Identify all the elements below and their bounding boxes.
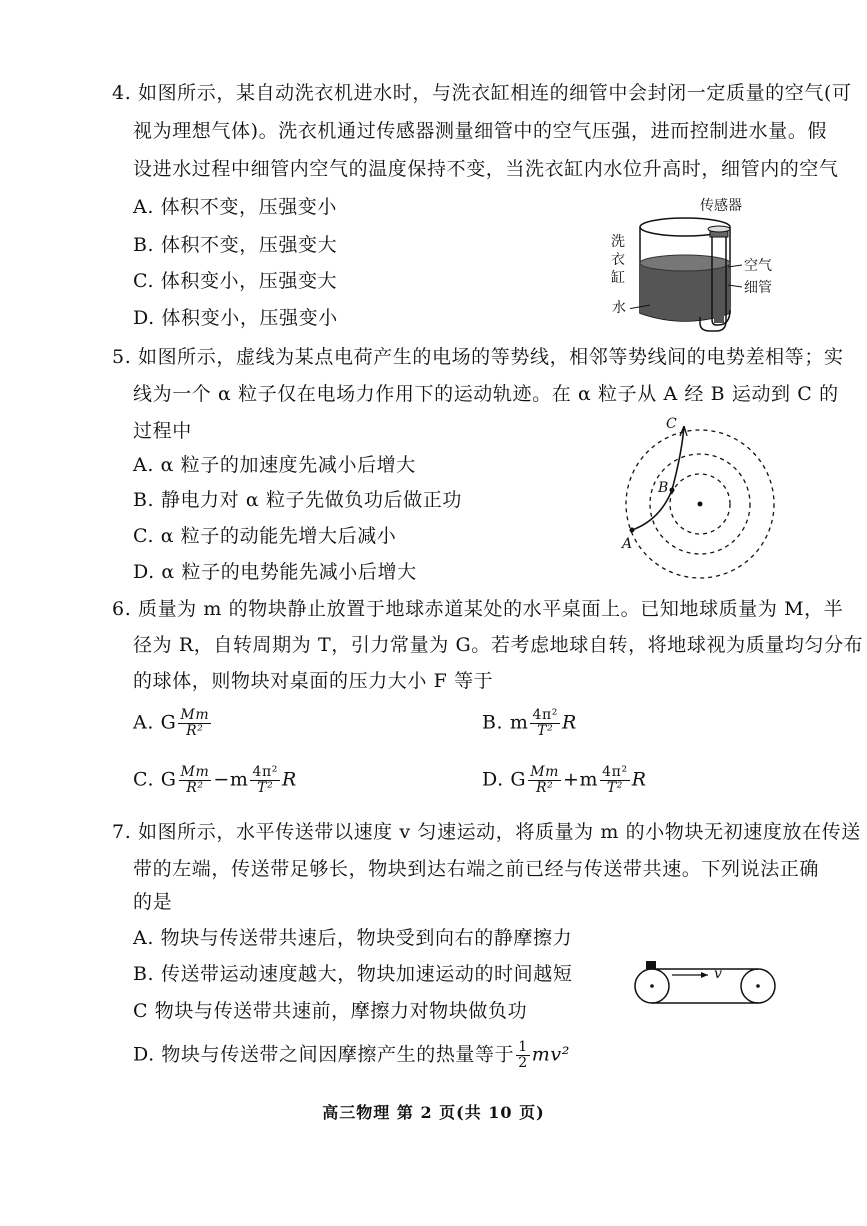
equipotential-figure (620, 412, 780, 592)
q5-stem-line-3: 过程中 (133, 420, 192, 442)
q4-option-c: C. 体积变小，压强变大 (133, 270, 338, 292)
sensor-label: 传感器 (700, 198, 742, 214)
q6-a-fraction (178, 708, 211, 739)
q7-stem-line-2: 带的左端，传送带足够长，物块到达右端之前已经与传送带共速。下列说法正确 (133, 858, 820, 880)
q6-c-num1: Mm (180, 764, 210, 780)
q7-d-tail: mv² (531, 1043, 570, 1066)
q7-d-text: D. 物块与传送带之间因摩擦产生的热量等于 (133, 1043, 515, 1066)
q6-d-fraction-2 (600, 765, 630, 796)
tub-label-2: 衣 (611, 252, 625, 268)
q6-d-mid: +m (563, 768, 599, 791)
q4-option-b: B. 体积不变，压强变大 (133, 234, 338, 256)
q6-c-fraction-1 (179, 765, 212, 796)
q6-stem-line-3: 的球体，则物块对桌面的压力大小 F 等于 (133, 670, 494, 692)
q7-option-c: C 物块与传送带共速前，摩擦力对物块做负功 (133, 1000, 528, 1022)
q7-option-d (133, 1040, 570, 1071)
q4-option-d: D. 体积变小，压强变小 (133, 307, 338, 329)
q7-stem-line-1: 7. 如图所示，水平传送带以速度 v 匀速运动，将质量为 m 的小物块无初速度放在传送 (112, 821, 861, 843)
air-label: 空气 (744, 258, 772, 274)
tub-label-3: 缸 (611, 270, 625, 286)
q5-option-c: C. α 粒子的动能先增大后减小 (133, 525, 397, 547)
q6-d-tail: R (631, 768, 647, 791)
tub-label-1: 洗 (611, 234, 625, 250)
q6-stem-line-1: 6. 质量为 m 的物块静止放置于地球赤道某处的水平桌面上。已知地球质量为 M，半 (112, 598, 844, 620)
q6-option-c (133, 765, 297, 796)
q7-option-a: A. 物块与传送带共速后，物块受到向右的静摩擦力 (133, 927, 573, 949)
q6-c-tail: R (282, 768, 297, 791)
velocity-label: v (714, 966, 722, 982)
q6-a-den: R² (186, 723, 204, 739)
q6-b-tail: R (562, 711, 577, 734)
page-footer: 高三物理 第 2 页(共 10 页) (322, 1103, 545, 1122)
q7-option-b: B. 传送带运动速度越大，物块加速运动的时间越短 (133, 963, 573, 985)
q6-option-b (482, 708, 577, 739)
q7-d-num: 1 (518, 1039, 528, 1055)
q6-b-prefix: B. m (482, 711, 529, 734)
q6-c-prefix: C. G (133, 768, 177, 791)
q6-c-mid: −m (213, 768, 249, 791)
q6-d-den2: T² (606, 780, 624, 796)
tube-label: 细管 (744, 280, 772, 296)
q7-stem-line-3: 的是 (133, 891, 173, 913)
q6-option-a (133, 708, 213, 739)
q4-stem-line-1: 4. 如图所示，某自动洗衣机进水时，与洗衣缸相连的细管中会封闭一定质量的空气(可 (112, 82, 852, 104)
q4-option-a: A. 体积不变，压强变小 (133, 196, 338, 218)
point-c-label: C (666, 416, 677, 432)
q7-d-den: 2 (518, 1055, 528, 1071)
q5-option-d: D. α 粒子的电势能先减小后增大 (133, 561, 417, 583)
q7-d-fraction (516, 1040, 530, 1071)
q6-a-num: Mm (180, 707, 210, 723)
q6-c-num2: 4π² (252, 764, 279, 780)
q6-d-fraction-1 (528, 765, 561, 796)
q5-stem-line-1: 5. 如图所示，虚线为某点电荷产生的电场的等势线，相邻等势线间的电势差相等；实 (112, 346, 844, 368)
conveyor-belt-figure (630, 958, 780, 1008)
q6-c-den2: T² (257, 780, 274, 796)
q5-option-a: A. α 粒子的加速度先减小后增大 (133, 454, 416, 476)
q6-c-den1: R² (186, 780, 204, 796)
q6-option-d (482, 765, 647, 796)
q6-d-prefix: D. G (482, 768, 527, 791)
water-label: 水 (612, 300, 626, 316)
q6-b-fraction (530, 708, 560, 739)
q6-c-fraction-2 (250, 765, 280, 796)
q6-d-den1: R² (535, 780, 554, 796)
point-a-label: A (622, 536, 633, 552)
q5-stem-line-2: 线为一个 α 粒子仅在电场力作用下的运动轨迹。在 α 粒子从 A 经 B 运动到 C 的 (133, 383, 839, 405)
q4-stem-line-2: 视为理想气体)。洗衣机通过传感器测量细管中的空气压强，进而控制进水量。假 (133, 120, 828, 142)
q4-stem-line-3: 设进水过程中细管内空气的温度保持不变，当洗衣缸内水位升高时，细管内的空气 (133, 158, 839, 180)
q5-option-b: B. 静电力对 α 粒子先做负功后做正功 (133, 489, 462, 511)
q6-d-num1: Mm (530, 764, 560, 780)
q6-d-num2: 4π² (602, 764, 628, 780)
q6-a-prefix: A. G (133, 711, 177, 734)
q6-b-num: 4π² (532, 707, 558, 723)
point-b-label: B (658, 480, 669, 496)
q6-stem-line-2: 径为 R，自转周期为 T，引力常量为 G。若考虑地球自转，将地球视为质量均匀分布 (133, 634, 864, 656)
q6-b-den: T² (537, 723, 554, 739)
